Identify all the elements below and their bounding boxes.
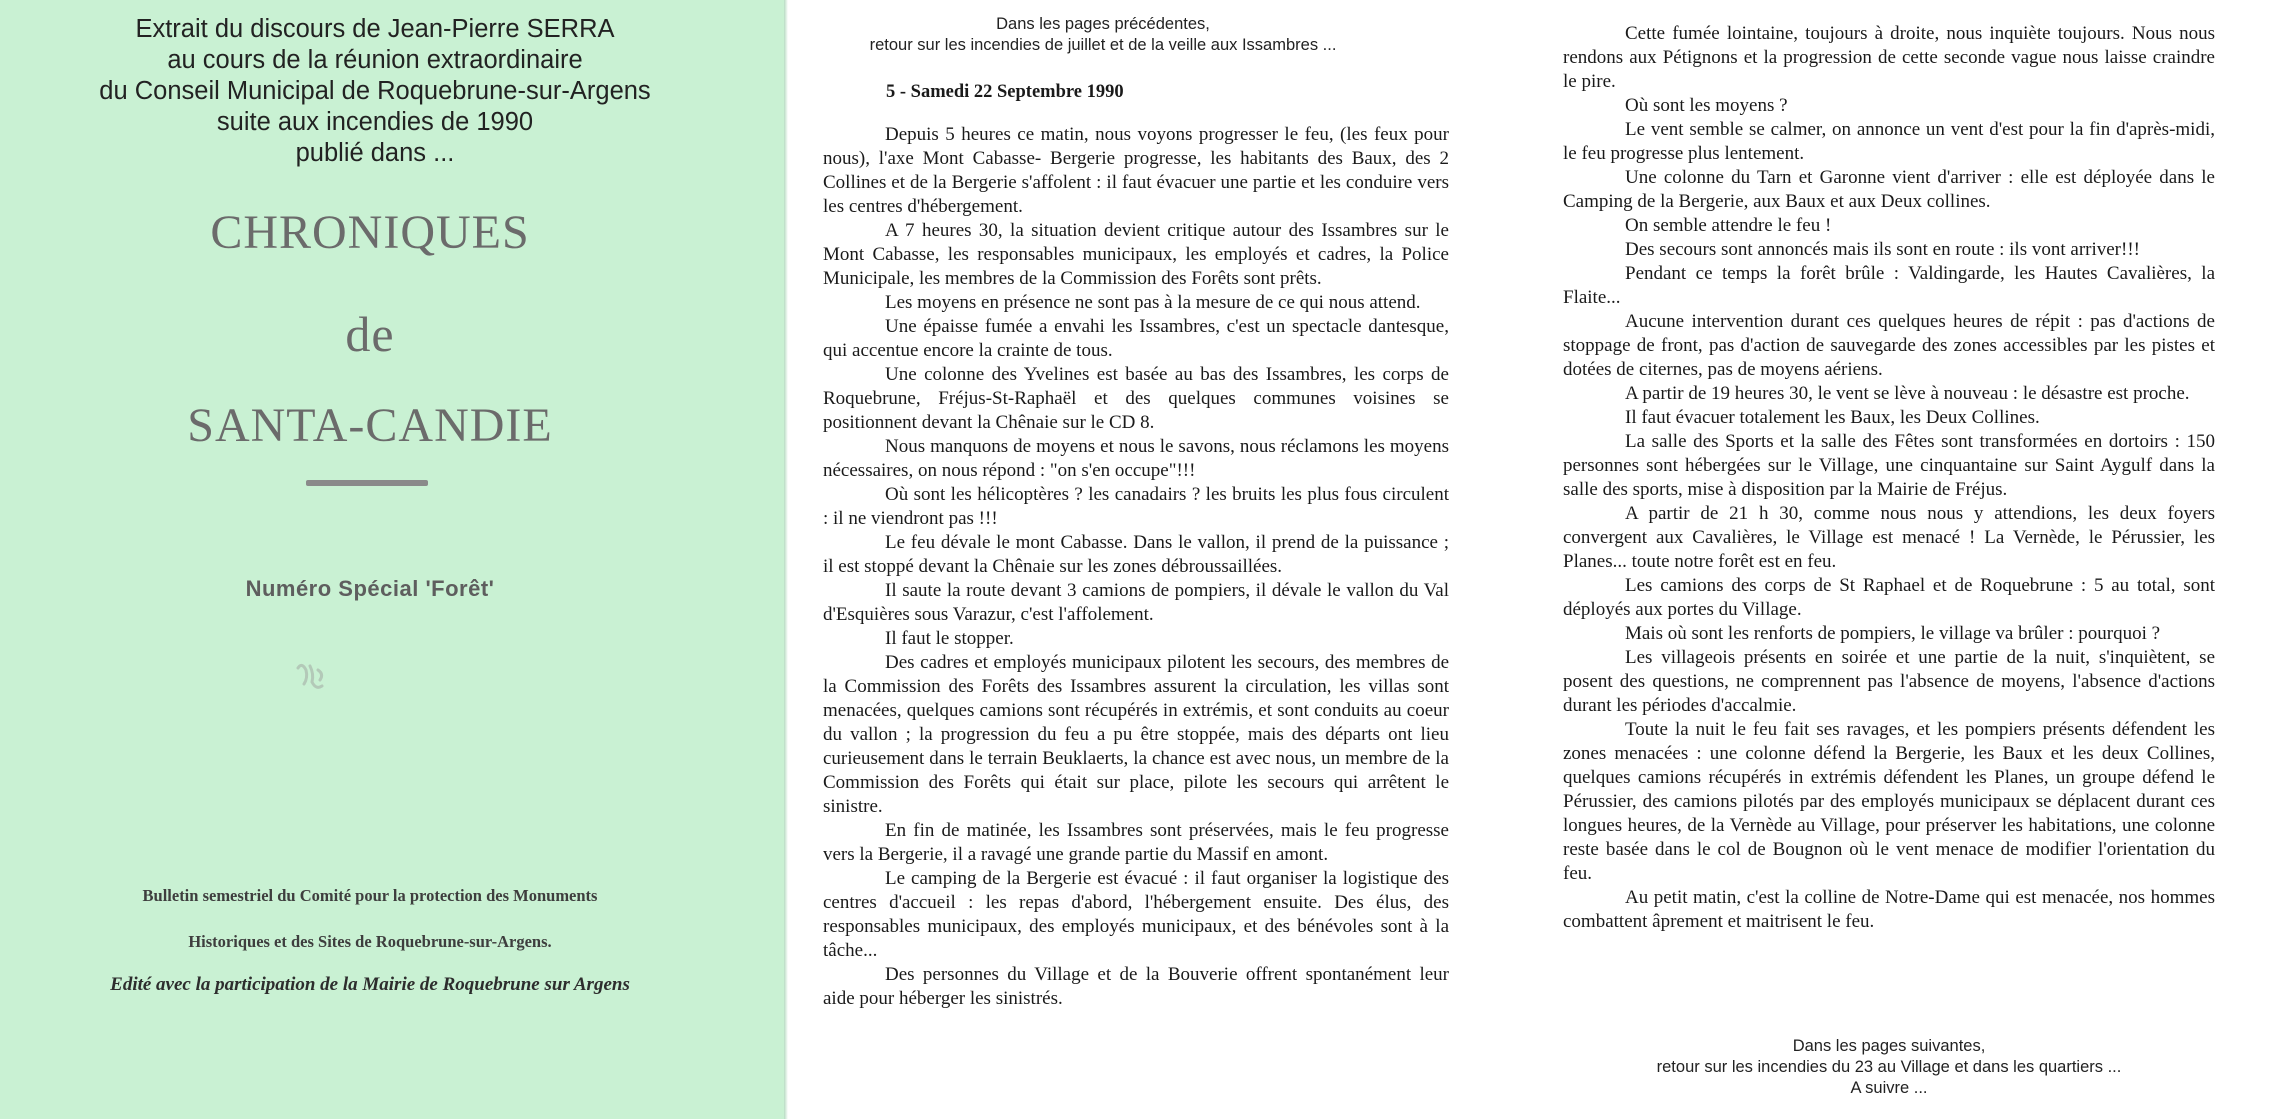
intro-line: au cours de la réunion extraordinaire	[167, 46, 583, 74]
title-divider	[306, 480, 428, 486]
note-line: retour sur les incendies du 23 au Village et dans les quartiers ...	[1656, 1058, 2122, 1076]
cover-title-chroniques: CHRONIQUES	[210, 206, 530, 259]
cover-title-de: de	[345, 306, 395, 362]
paragraph: Il faut évacuer totalement les Baux, les Deux Collines.	[1625, 407, 2040, 428]
paragraph: Nous manquons de moyens et nous le savons, nous réclamons les moyens nécessaires, on nous répond : "on s'en occupe"!!!	[823, 436, 1449, 481]
paragraph: Aucune intervention durant ces quelques heures de répit : pas d'actions de stoppage de front, pas d'action de sauvegarde des zones accessibles par les pistes et dotées de citernes, pas de moyens aériens.	[1563, 311, 2215, 380]
paragraph: Toute la nuit le feu fait ses ravages, et les pompiers présents défendent les zones menacées : une colonne défend la Bergerie, les Baux et les deux Collines, quelques camions récupérés in extrémis défendent les Planes, un groupe défend le Pérussier, des camions pilotés par des employés municipaux se déplacent durant ces longues heures, de la Vernède au Village, pour préserver les habitations, une colonne reste basée dans le col de Bougnon où le vent menace de modifier l'orientation du feu.	[1563, 719, 2215, 884]
paragraph: Des secours sont annoncés mais ils sont en route : ils vont arriver!!!	[1625, 239, 2140, 260]
paragraph: Les moyens en présence ne sont pas à la mesure de ce qui nous attend.	[885, 292, 1421, 313]
previous-pages-note	[823, 14, 1383, 56]
publisher-line: Edité avec la participation de la Mairie de Roquebrune sur Argens	[110, 974, 630, 995]
note-line: retour sur les incendies de juillet et de la veille aux Issambres ...	[869, 36, 1337, 54]
note-line: Dans les pages suivantes,	[1792, 1037, 1986, 1055]
paragraph: A partir de 19 heures 30, le vent se lève à nouveau : le désastre est proche.	[1625, 383, 2190, 404]
speech-intro	[0, 14, 750, 169]
cover-title-santa-candie: SANTA-CANDIE	[187, 399, 553, 452]
right-column	[1563, 0, 2215, 1119]
cover-panel	[0, 0, 785, 1119]
paragraph: Depuis 5 heures ce matin, nous voyons progresser le feu, (les feux pour nous), l'axe Mont Cabasse- Bergerie progresse, les habitants des Baux, des 2 Collines et de la Bergerie s'affolent : il faut évacuer une partie et les conduire vers les centres d'hébergement.	[823, 124, 1449, 217]
bulletin-line: Historiques et des Sites de Roquebrune-sur-Argens.	[188, 932, 552, 951]
paragraph: Mais où sont les renforts de pompiers, le village va brûler : pourquoi ?	[1625, 623, 2161, 644]
intro-line: publié dans ...	[295, 139, 455, 167]
right-body	[1563, 22, 2215, 934]
paragraph: On semble attendre le feu !	[1625, 215, 1832, 236]
paragraph: Des cadres et employés municipaux pilotent les secours, des membres de la Commission des Forêts des Issambres assurent la circulation, les villas sont menacées, quelques camions sont récupérés in extrémis, et sont conduits au coeur du vallon ; la progression du feu a pu être stoppée, mais des départs ont lieu curieusement dans le terrain Beuklaerts, la chance est avec nous, un membre de la Commission des Forêts qui était sur place, pilote les secours qui arrêtent le sinistre.	[823, 652, 1449, 817]
middle-body	[823, 123, 1449, 1011]
paragraph: Le vent semble se calmer, on annonce un vent d'est pour la fin d'après-midi, le feu progresse plus lentement.	[1563, 119, 2215, 164]
special-issue-label: Numéro Spécial 'Forêt'	[245, 576, 495, 601]
intro-line: suite aux incendies de 1990	[216, 108, 534, 136]
paragraph: A 7 heures 30, la situation devient critique autour des Issambres sur le Mont Cabasse, les responsables municipaux, les employés et cadres, la Police Municipale, les membres de la Commission des Forêts sont prêts.	[823, 220, 1449, 289]
paragraph: Le feu dévale le mont Cabasse. Dans le vallon, il prend de la puissance ; il est stoppé devant la Chênaie sur les zones débroussaillées.	[823, 532, 1449, 577]
paragraph: Une épaisse fumée a envahi les Issambres, c'est un spectacle dantesque, qui accentue encore la crainte de tous.	[823, 316, 1449, 361]
paragraph: Une colonne du Tarn et Garonne vient d'arriver : elle est déployée dans le Camping de la Bergerie, aux Baux et aux Deux collines.	[1563, 167, 2215, 212]
intro-line: du Conseil Municipal de Roquebrune-sur-Argens	[99, 77, 651, 105]
paragraph: Les camions des corps de St Raphael et de Roquebrune : 5 au total, sont déployés aux portes du Village.	[1563, 575, 2215, 620]
cover-edge	[784, 0, 788, 1119]
paragraph: La salle des Sports et la salle des Fêtes sont transformées en dortoirs : 150 personnes sont hébergées sur le Village, une cinquantaine sur Saint Aygulf dans la salle des sports, mise à disposition par la Mairie de Fréjus.	[1563, 431, 2215, 500]
next-pages-note	[1563, 1036, 2215, 1099]
paragraph: Les villageois présents en soirée et une partie de la nuit, s'inquiètent, se posent des questions, ne comprennent pas l'absence de moyens, l'absence d'actions durant les périodes d'accalmie.	[1563, 647, 2215, 716]
paragraph: Où sont les hélicoptères ? les canadairs ? les bruits les plus fous circulent : il ne viendront pas !!!	[823, 484, 1449, 529]
middle-column	[823, 0, 1449, 1119]
print-smudge-icon	[292, 660, 332, 696]
note-line: A suivre ...	[1850, 1079, 1928, 1097]
paragraph: Au petit matin, c'est la colline de Notre-Dame qui est menacée, nos hommes combattent âprement et maitrisent le feu.	[1563, 887, 2215, 932]
paragraph: A partir de 21 h 30, comme nous nous y attendions, les deux foyers convergent aux Cavalières, le Village est menacé ! La Vernède, le Pérussier, les Planes... toute notre forêt est en feu.	[1563, 503, 2215, 572]
paragraph: Où sont les moyens ?	[1625, 95, 1788, 116]
paragraph: Une colonne des Yvelines est basée au bas des Issambres, les corps de Roquebrune, Fréjus-St-Raphaël et des quelques communes voisines se positionnent devant la Chênaie sur le CD 8.	[823, 364, 1449, 433]
paragraph: En fin de matinée, les Issambres sont préservées, mais le feu progresse vers la Bergerie, il a ravagé une grande partie du Massif en amont.	[823, 820, 1449, 865]
paragraph: Pendant ce temps la forêt brûle : Valdingarde, les Hautes Cavalières, la Flaite...	[1563, 263, 2215, 308]
bulletin-line: Bulletin semestriel du Comité pour la protection des Monuments	[142, 886, 598, 905]
intro-line: Extrait du discours de Jean-Pierre SERRA	[135, 15, 615, 43]
paragraph: Cette fumée lointaine, toujours à droite, nous inquiète toujours. Nous nous rendons aux Pétignons et la progression de cette seconde vague nous laisse craindre le pire.	[1563, 23, 2215, 92]
note-line: Dans les pages précédentes,	[996, 15, 1210, 33]
section-heading: 5 - Samedi 22 Septembre 1990	[886, 82, 1124, 102]
paragraph: Des personnes du Village et de la Bouverie offrent spontanément leur aide pour héberger les sinistrés.	[823, 964, 1449, 1009]
paragraph: Il saute la route devant 3 camions de pompiers, il dévale le vallon du Val d'Esquières sous Varazur, c'est l'affolement.	[823, 580, 1449, 625]
paragraph: Il faut le stopper.	[885, 628, 1014, 649]
paragraph: Le camping de la Bergerie est évacué : il faut organiser la logistique des centres d'accueil : les repas d'abord, l'hébergement ensuite. Des élus, des responsables municipaux, des employés municipaux, et des bénévoles sont à la tâche...	[823, 868, 1449, 961]
